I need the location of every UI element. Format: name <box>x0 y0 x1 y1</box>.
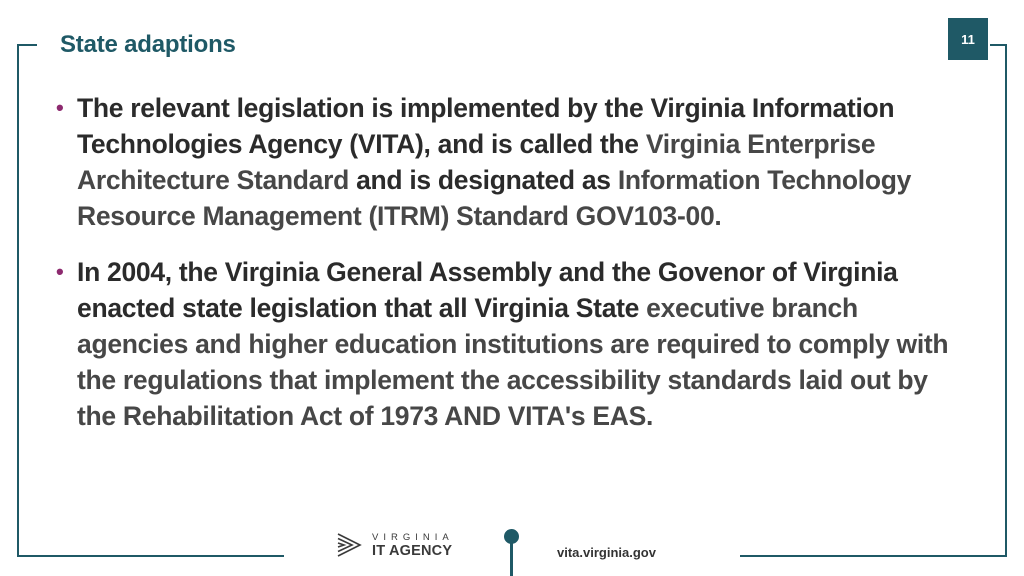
slide-title: State adaptions <box>60 31 236 58</box>
bullet-list <box>56 90 961 454</box>
website-text: vita.virginia.gov <box>557 545 656 560</box>
bullet-dot-icon: • <box>56 95 64 120</box>
frame-bottom-left <box>17 555 284 557</box>
frame-bottom-right <box>740 555 1007 557</box>
bullet-text: Virginia Enterprise Architecture Standard <box>77 129 876 195</box>
frame-top-left <box>17 44 37 46</box>
pin-stem <box>510 540 513 576</box>
logo-line-it-agency: IT AGENCY <box>372 542 453 559</box>
chevron-stripes-icon <box>336 531 364 559</box>
bullet-text-emphasis: and is designated as <box>356 165 618 195</box>
bullet-text: executive branch agencies and higher education institutions are required to comply with the regulations that implement the accessibility standards laid out by the Rehabilitation Act of 1973 AND VITA's EAS. <box>77 293 949 431</box>
frame-right <box>1005 44 1007 557</box>
vita-logo <box>336 531 454 559</box>
pin-icon <box>504 529 519 544</box>
logo-line-virginia: VIRGINIA <box>372 531 454 543</box>
bullet-item <box>56 90 961 234</box>
bullet-dot-icon: • <box>56 259 64 284</box>
frame-left <box>17 44 19 557</box>
page-number-badge: 11 <box>948 18 988 60</box>
bullet-item <box>56 254 961 434</box>
bullet-text: Information Technology Resource Management (ITRM) Standard GOV103-00. <box>77 165 912 231</box>
bullet-text-emphasis: The relevant legislation is implemented by the Virginia Information Technologies Agency (VITA), and is called the <box>77 93 895 159</box>
bullet-text-emphasis: In 2004, the Virginia General Assembly and the Govenor of Virginia enacted state legislation that all Virginia State <box>77 257 898 323</box>
